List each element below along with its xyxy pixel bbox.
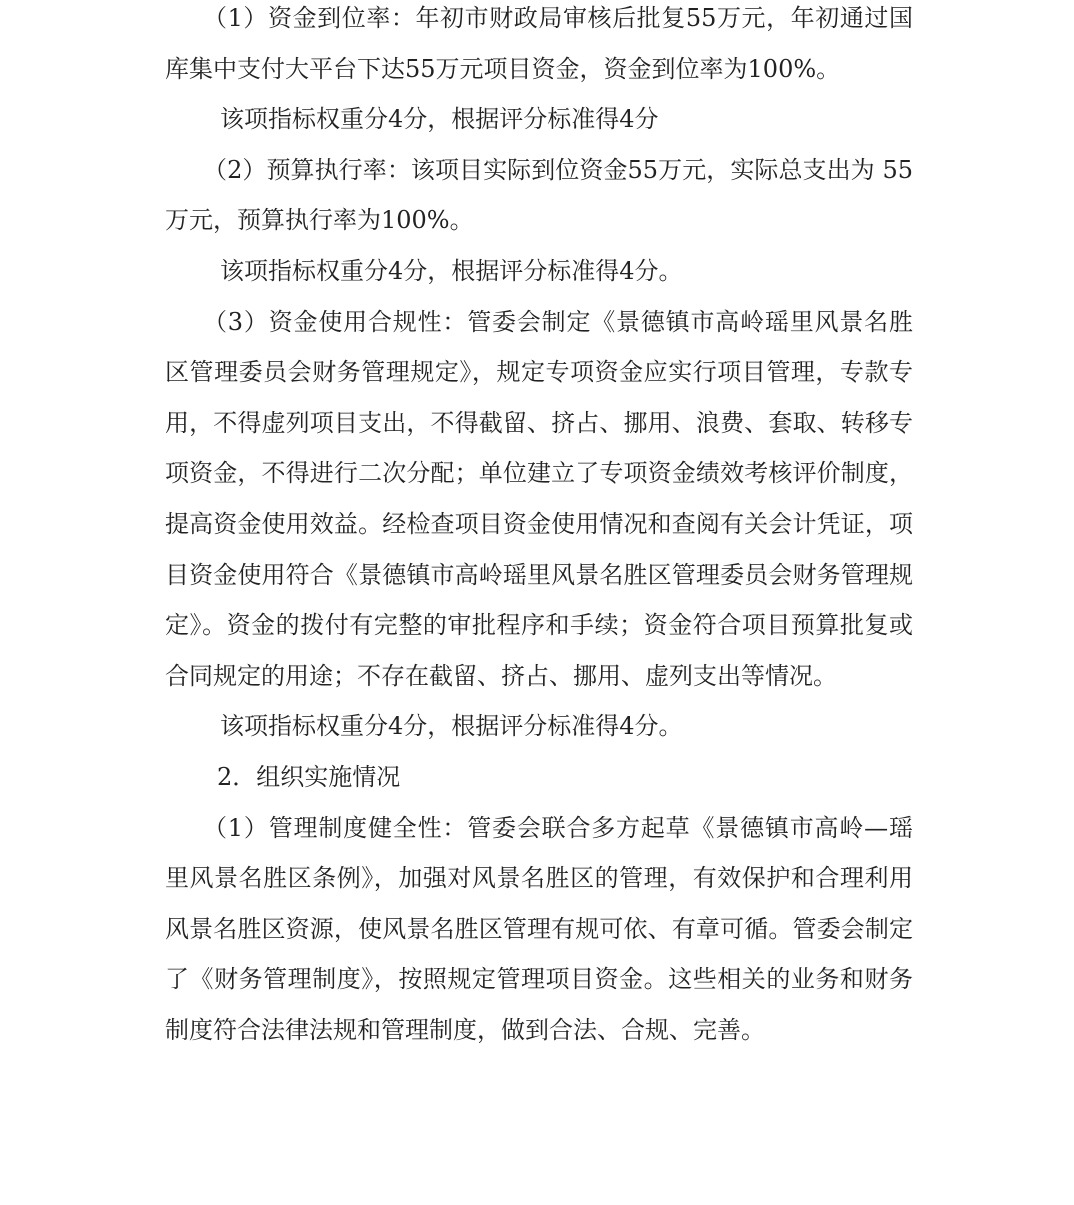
section-heading: 2．组织实施情况 (217, 762, 401, 791)
document-body (165, 0, 913, 1055)
paragraph-score-3: 该项指标权重分4分，根据评分标准得4分。 (220, 712, 683, 741)
paragraph-score-2: 该项指标权重分4分，根据评分标准得4分。 (220, 256, 683, 285)
paragraph-budget-execution-rate: （2）预算执行率：该项目实际到位资金55万元，实际总支出为 55万元，预算执行率为100%。 (165, 155, 913, 235)
paragraph-funding-compliance: （3）资金使用合规性：管委会制定《景德镇市高岭瑶里风景名胜区管理委员会财务管理规定》，规定专项资金应实行项目管理，专款专用，不得虚列项目支出，不得截留、挤占、挪用、浪费、套取、转移专项资金，不得进行二次分配；单位建立了专项资金绩效考核评价制度，提高资金使用效益。经检查项目资金使用情况和查阅有关会计凭证，项目资金使用符合《景德镇市高岭瑶里风景名胜区管理委员会财务管理规定》。资金的拨付有完整的审批程序和手续；资金符合项目预算批复或合同规定的用途；不存在截留、挤占、挪用、虚列支出等情况。 (165, 307, 913, 690)
paragraph-funding-arrival-rate: （1）资金到位率：年初市财政局审核后批复55万元，年初通过国库集中支付大平台下达55万元项目资金，资金到位率为100%。 (165, 4, 913, 83)
paragraph-score-1: 该项指标权重分4分，根据评分标准得4分 (220, 105, 659, 134)
paragraph-management-system: （1）管理制度健全性：管委会联合多方起草《景德镇市高岭—瑶里风景名胜区条例》，加强对风景名胜区的管理，有效保护和合理利用风景名胜区资源，使风景名胜区管理有规可依、有章可循。管委会制定了《财务管理制度》，按照规定管理项目资金。这些相关的业务和财务制度符合法律法规和管理制度，做到合法、合规、完善。 (165, 813, 913, 1044)
